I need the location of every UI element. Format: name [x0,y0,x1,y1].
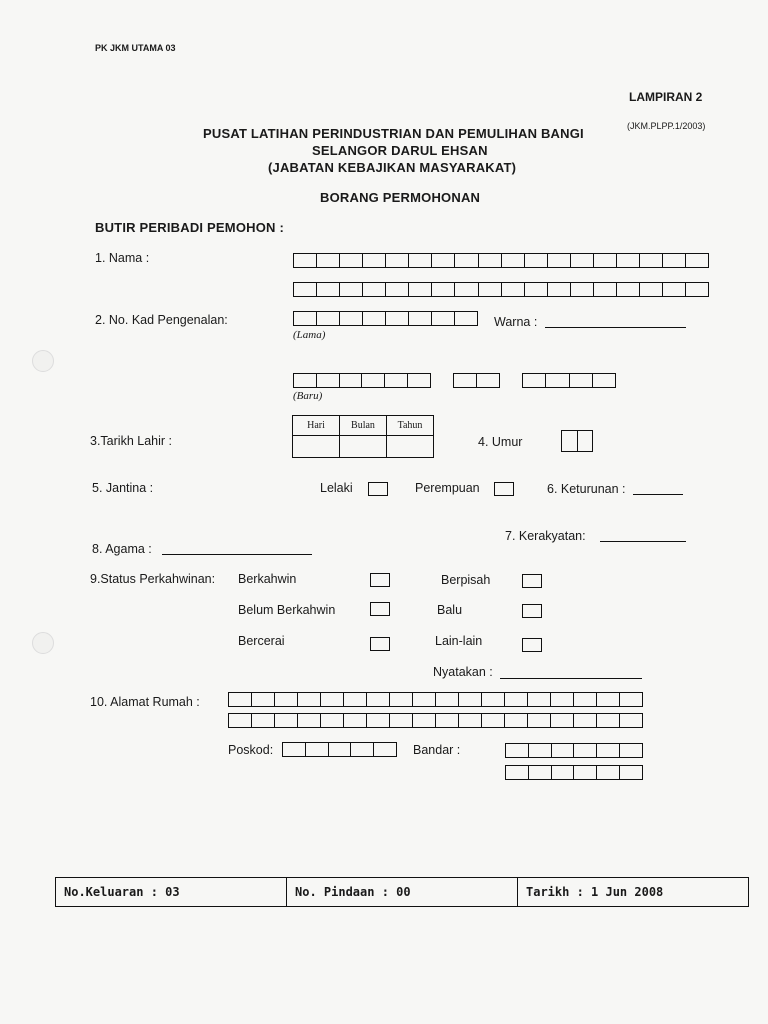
title-line-1: PUSAT LATIHAN PERINDUSTRIAN DAN PEMULIHAN BANGI [203,126,584,141]
widowed-label: Balu [437,603,463,617]
race-line[interactable] [633,494,683,495]
punch-hole [32,350,54,372]
month-cell[interactable] [340,436,387,458]
age-boxes[interactable] [561,430,593,452]
female-label: Perempuan [415,481,480,495]
marital-status-label: 9.Status Perkahwinan: [90,572,216,586]
widowed-checkbox[interactable] [522,604,542,618]
appendix-label: LAMPIRAN 2 [629,90,703,104]
doc-code: PK JKM UTAMA 03 [95,43,176,53]
married-checkbox[interactable] [370,573,390,587]
ic-old-boxes[interactable] [293,311,478,326]
ic-old-caption: (Lama) [293,329,326,341]
reference-number: (JKM.PLPP.1/2003) [627,121,706,131]
address-label: 10. Alamat Rumah : [90,695,200,709]
citizenship-label: 7. Kerakyatan: [505,529,586,543]
female-checkbox[interactable] [494,482,514,496]
ic-new-caption: (Baru) [293,390,323,402]
name-label: 1. Nama : [95,251,150,265]
age-label: 4. Umur [478,435,523,449]
male-label: Lelaki [320,481,353,495]
day-cell[interactable] [293,436,340,458]
punch-hole [32,632,54,654]
footer-date: Tarikh : 1 Jun 2008 [526,885,664,899]
specify-line[interactable] [500,678,642,679]
month-header: Bulan [340,416,387,436]
section-heading: BUTIR PERIBADI PEMOHON : [95,220,284,235]
year-cell[interactable] [387,436,434,458]
issue-number: No.Keluaran : 03 [56,878,287,906]
dob-table [292,415,434,458]
title-line-3: (JABATAN KEBAJIKAN MASYARAKAT) [268,160,517,175]
ic-new-boxes-part-1[interactable] [293,373,431,388]
separated-label: Berpisah [441,573,491,587]
address-boxes-row-2[interactable] [228,713,643,728]
city-label: Bandar : [413,743,461,757]
male-checkbox[interactable] [368,482,388,496]
year-header: Tahun [387,416,434,436]
name-boxes-row-1[interactable] [293,253,709,268]
divorced-label: Bercerai [238,634,285,648]
colour-line[interactable] [545,327,686,328]
postcode-boxes[interactable] [282,742,397,757]
religion-label: 8. Agama : [92,542,152,556]
others-checkbox[interactable] [522,638,542,652]
day-header: Hari [293,416,340,436]
single-label: Belum Berkahwin [238,603,336,617]
ic-new-boxes-part-3[interactable] [522,373,616,388]
religion-line[interactable] [162,554,312,555]
gender-label: 5. Jantina : [92,481,154,495]
amendment-number: No. Pindaan : 00 [287,878,518,906]
dob-label: 3.Tarikh Lahir : [90,434,172,448]
colour-label: Warna : [494,315,538,329]
title-line-2: SELANGOR DARUL EHSAN [312,143,488,158]
address-boxes-row-1[interactable] [228,692,643,707]
ic-label: 2. No. Kad Pengenalan: [95,313,228,327]
footer-table [55,877,749,907]
others-label: Lain-lain [435,634,483,648]
single-checkbox[interactable] [370,602,390,616]
postcode-label: Poskod: [228,743,274,757]
specify-label: Nyatakan : [433,665,493,679]
divorced-checkbox[interactable] [370,637,390,651]
form-title: BORANG PERMOHONAN [320,190,481,205]
name-boxes-row-2[interactable] [293,282,709,297]
race-label: 6. Keturunan : [547,482,626,496]
married-label: Berkahwin [238,572,297,586]
city-boxes-row-1[interactable] [505,743,643,758]
ic-new-boxes-part-2[interactable] [453,373,500,388]
citizenship-line[interactable] [600,541,686,542]
separated-checkbox[interactable] [522,574,542,588]
city-boxes-row-2[interactable] [505,765,643,780]
